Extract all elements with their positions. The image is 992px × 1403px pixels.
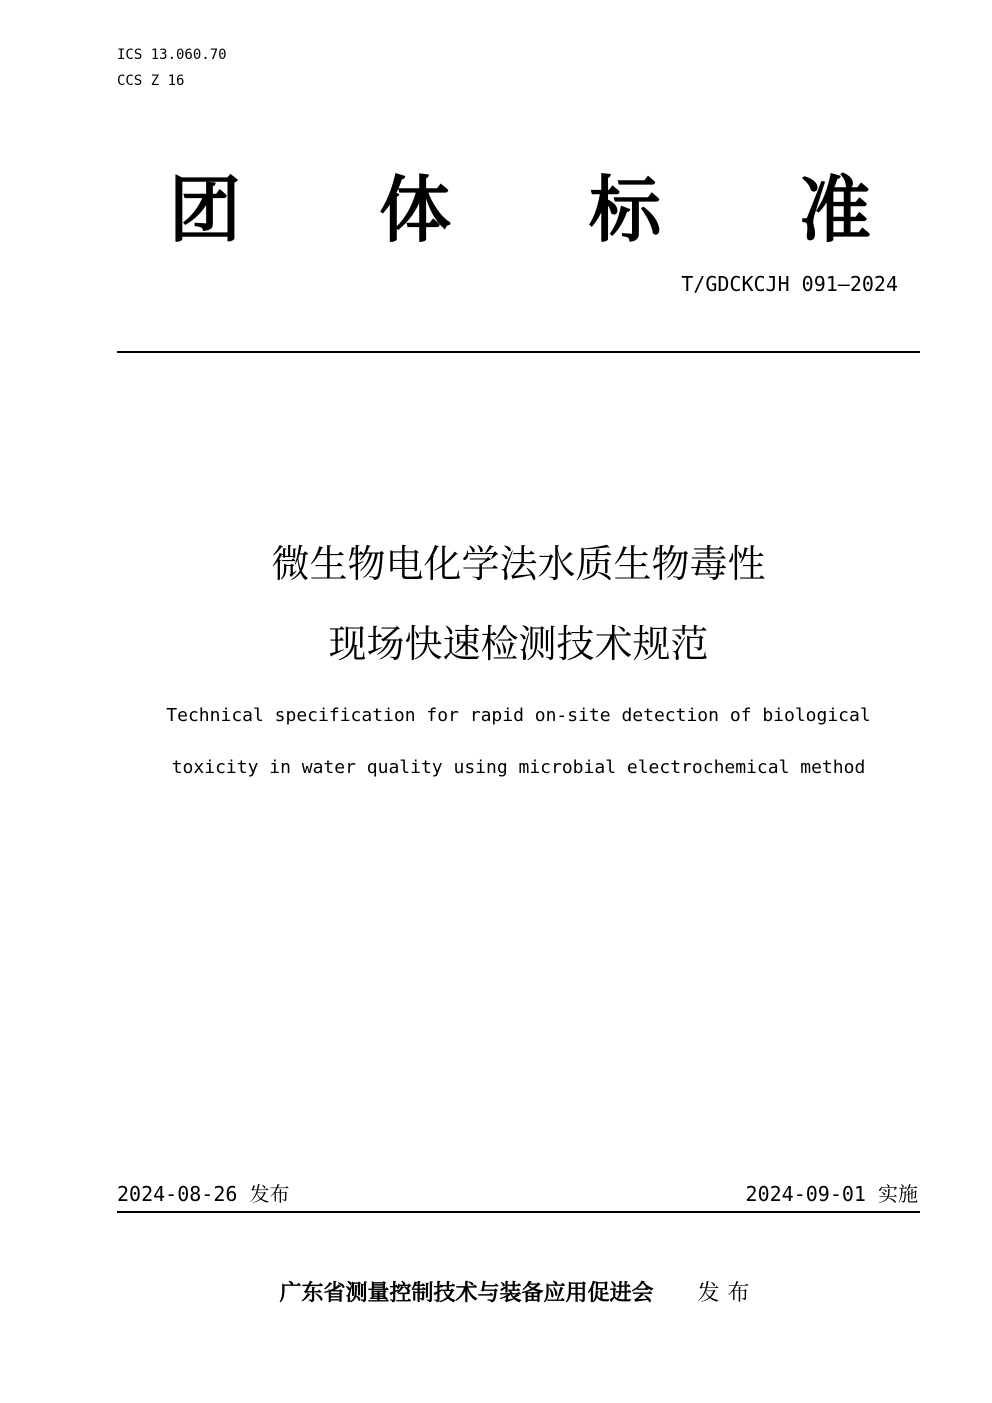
classification-codes xyxy=(117,42,227,94)
publish-label: 发布 xyxy=(697,1281,758,1306)
title-char: 体 xyxy=(378,168,451,252)
issuing-organization: 广东省测量控制技术与装备应用促进会 xyxy=(279,1281,654,1306)
implementation-date: 2024-09-01 实施 xyxy=(745,1182,918,1206)
standard-number: T/GDCKCJH 091—2024 xyxy=(681,272,898,296)
chinese-title xyxy=(117,524,920,684)
issuer-line xyxy=(117,1278,920,1310)
title-char: 标 xyxy=(588,168,661,252)
ccs-code: CCS Z 16 xyxy=(117,73,185,89)
title-char: 准 xyxy=(798,168,871,252)
chinese-title-line-1: 微生物电化学法水质生物毒性 xyxy=(271,542,766,586)
ics-code: ICS 13.060.70 xyxy=(117,47,227,63)
document-type-title xyxy=(150,160,890,260)
release-date: 2024-08-26 发布 xyxy=(117,1182,290,1206)
english-title-line-2: toxicity in water quality using microbial electrochemical method xyxy=(171,757,866,778)
english-title-line-1: Technical specification for rapid on-site detection of biological xyxy=(166,705,871,726)
top-divider xyxy=(117,351,920,353)
english-title xyxy=(100,690,937,794)
bottom-divider xyxy=(117,1211,920,1213)
chinese-title-line-2: 现场快速检测技术规范 xyxy=(328,622,709,666)
title-char: 团 xyxy=(168,168,241,252)
